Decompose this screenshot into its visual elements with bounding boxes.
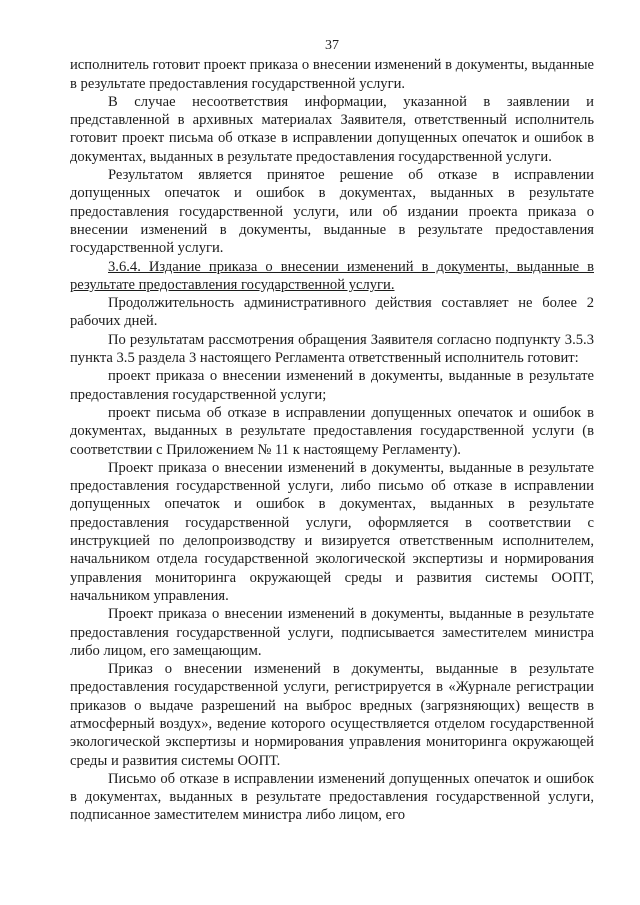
paragraph: Приказ о внесении изменений в документы, выданные в результате предоставления государственной услуги, регистрируется в «Журнале регистрации приказов о выдаче разрешений на выброс вредных (загрязняющих) веществ в атмосферный воздух», ведение которого осуществляется отделом государственной экологической экспертизы и нормирования управления мониторинга окружающей среды и развития системы ООПТ. (70, 661, 594, 769)
list-item: проект приказа о внесении изменений в документы, выданные в результате предоставления государственной услуги; (70, 368, 594, 403)
paragraph: По результатам рассмотрения обращения Заявителя согласно подпункту 3.5.3 пункта 3.5 раздела 3 настоящего Регламента ответственный исполнитель готовит: (70, 331, 594, 367)
paragraph: Письмо об отказе в исправлении изменений допущенных опечаток и ошибок в документах, выданных в результате предоставления государственной услуги, подписанное заместителем министра либо лицом, его (70, 770, 594, 824)
paragraph: исполнитель готовит проект приказа о внесении изменений в документы, выданные в результате предоставления государственной услуги. (70, 57, 594, 92)
section-heading: 3.6.4. Издание приказа о внесении изменений в документы, выданные в результате предоставления государственной услуги. (70, 258, 594, 293)
page-number: 37 (325, 38, 339, 53)
paragraph: Продолжительность административного действия составляет не более 2 рабочих дней. (70, 295, 594, 330)
paragraph: Проект приказа о внесении изменений в документы, выданные в результате предоставления государственной услуги, либо письмо об отказе в исправлении допущенных опечаток и ошибок в документах, выданных в результате предоставления государственной услуги, оформляется в соответствии с инструкцией по делопроизводству и визируется ответственным исполнителем, начальником отдела государственной экологической экспертизы и нормирования управления мониторинга окружающей среды и развития системы ООПТ, начальником управления. (70, 459, 594, 604)
paragraph: В случае несоответствия информации, указанной в заявлении и представленной в архивных материалах Заявителя, ответственный исполнитель готовит проект письма об отказе в исправлении допущенных опечаток и ошибок в документах, выданных в результате предоставления государственной услуги. (70, 93, 594, 165)
paragraph: Проект приказа о внесении изменений в документы, выданные в результате предоставления государственной услуги, подписывается заместителем министра либо лицом, его замещающим. (70, 606, 594, 659)
paragraph: Результатом является принятое решение об отказе в исправлении допущенных опечаток и ошибок в документах, выданных в результате предоставления государственной услуги, или об издании проекта приказа о внесении изменений в документы, выданные в результате предоставления государственной услуги. (70, 167, 594, 257)
list-item: проект письма об отказе в исправлении допущенных опечаток и ошибок в документах, выданных в результате предоставления государственной услуги (в соответствии с Приложением № 11 к настоящему Регламенту). (70, 404, 594, 458)
